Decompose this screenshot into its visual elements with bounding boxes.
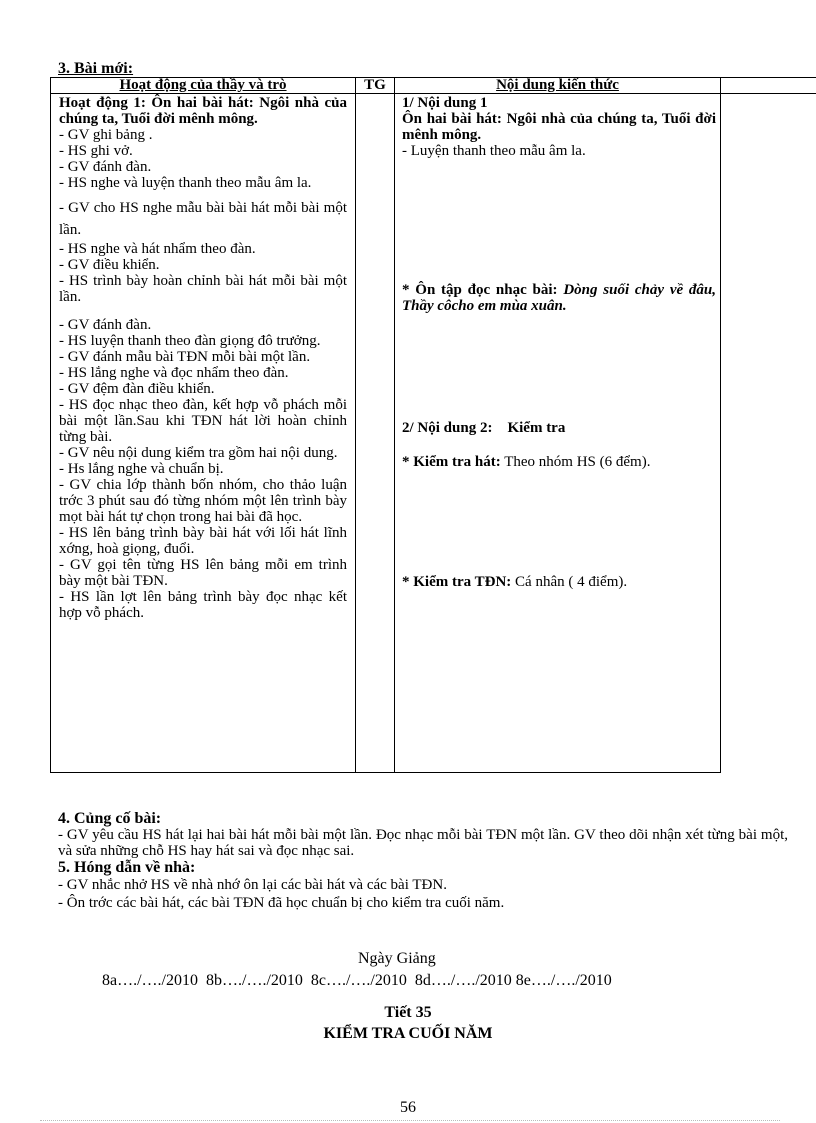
activity-line: - HS trình bày hoàn chỉnh bài hát mỗi bài một lần. bbox=[59, 273, 347, 305]
activity-line: - Hs lắng nghe và chuẩn bị. bbox=[59, 461, 224, 477]
section-5-line: - GV nhắc nhở HS về nhà nhớ ôn lại các bài hát và các bài TĐN. bbox=[58, 877, 447, 893]
section-4-title: 4. Củng cố bài: bbox=[58, 810, 162, 827]
table-bottom-border bbox=[50, 772, 720, 773]
activity-line: - HS đọc nhạc theo đàn, kết hợp vỗ phách mỗi bài một lần.Sau khi TĐN hát lời hoàn chỉnh từng bài. bbox=[59, 397, 347, 445]
activity-line: - HS nghe và luyện thanh theo mẫu âm la. bbox=[59, 175, 312, 191]
check-sing-label: * Kiểm tra hát: bbox=[402, 454, 501, 470]
activity-line: - HS lắng nghe và đọc nhẩm theo đàn. bbox=[59, 365, 289, 381]
nd2-heading: 2/ Nội dung 2: bbox=[402, 420, 493, 436]
check-sing-text: Theo nhóm HS (6 đểm). bbox=[504, 454, 651, 470]
content-block-1 bbox=[402, 95, 716, 159]
content-block-review bbox=[402, 282, 716, 314]
activity-line: - GV đệm đàn điều khiển. bbox=[59, 381, 215, 397]
check-tdn-text: Cá nhân ( 4 điểm). bbox=[515, 574, 628, 590]
activity-line: - GV chia lớp thành bốn nhóm, cho thảo luận trớc 3 phút sau đó từng nhóm một lên trình bày mọt bài hát tự chọn trong hai bài đã học. bbox=[59, 477, 347, 525]
col-divider-2 bbox=[394, 77, 395, 773]
content-block-check-sing bbox=[402, 454, 716, 470]
section-5-line: - Ôn trớc các bài hát, các bài TĐN đã học chuẩn bị cho kiểm tra cuối năm. bbox=[58, 895, 505, 911]
review-label: * Ôn tập đọc nhạc bài: bbox=[402, 282, 558, 298]
section-3-title: 3. Bài mới: bbox=[58, 60, 134, 77]
activity-line: - GV cho HS nghe mẫu bài bài hát mỗi bài một lần. bbox=[59, 200, 347, 238]
activity-line: - HS lên bảng trình bày bài hát với lối hát lĩnh xớng, hoà giọng, đuổi. bbox=[59, 525, 347, 557]
activity-line: - HS ghi vở. bbox=[59, 143, 133, 159]
nd2-title: Kiểm tra bbox=[507, 420, 566, 436]
header-activities-label: Hoạt động của thầy và trò bbox=[119, 77, 287, 93]
col-divider-3 bbox=[720, 77, 721, 773]
footer-rule bbox=[40, 1120, 780, 1121]
ngay-giang-label: Ngày Giảng bbox=[358, 950, 436, 967]
activity-line: - GV đánh mẫu bài TĐN mỗi bài một lần. bbox=[59, 349, 311, 365]
review-songs: Dòng suối chảy về đâu, Thầy côcho em mùa xuân. bbox=[402, 282, 716, 314]
header-content-label: Nội dung kiến thức bbox=[496, 77, 619, 93]
activity-line: - GV đánh đàn. bbox=[59, 317, 152, 333]
activity-line: - HS lần lợt lên bảng trình bày đọc nhạc kết hợp vỗ phách. bbox=[59, 589, 347, 621]
nd1-title: Ôn hai bài hát: Ngôi nhà của chúng ta, Tuổi đời mênh mông. bbox=[402, 111, 716, 143]
nd1-heading: 1/ Nội dung 1 bbox=[402, 95, 488, 111]
nd1-text: - Luyện thanh theo mẫu âm la. bbox=[402, 143, 586, 159]
activity-line: - HS nghe và hát nhẩm theo đàn. bbox=[59, 241, 256, 257]
teaching-dates: 8a…./…./2010 8b…./…./2010 8c…./…./2010 8d…./…./2010 8e…./…./2010 bbox=[102, 972, 612, 989]
activity-line: - GV đánh đàn. bbox=[59, 159, 152, 175]
activity-line: - GV gọi tên từng HS lên bảng mỗi em trình bày một bài TĐN. bbox=[59, 557, 347, 589]
content-block-check-tdn bbox=[402, 574, 716, 590]
activity-title: Hoạt động 1: Ôn hai bài hát: Ngôi nhà của chúng ta, Tuổi đời mênh mông. bbox=[59, 95, 347, 127]
lesson-number: Tiết 35 bbox=[384, 1004, 432, 1021]
activities-column bbox=[59, 95, 347, 621]
activity-line: - GV nêu nội dung kiểm tra gồm hai nội dung. bbox=[59, 445, 338, 461]
header-time: TG bbox=[364, 77, 386, 93]
check-tdn-label: * Kiểm tra TĐN: bbox=[402, 574, 512, 590]
table-header-border bbox=[50, 93, 816, 94]
header-activities bbox=[51, 77, 355, 93]
activity-line: - GV điều khiển. bbox=[59, 257, 160, 273]
lesson-title: KIỂM TRA CUỐI NĂM bbox=[323, 1025, 493, 1042]
section-4-text: - GV yêu cầu HS hát lại hai bài hát mỗi bài một lần. Đọc nhạc mỗi bài TĐN một lần. GV theo dõi nhận xét từng bài một, và sửa những chỗ HS hay hát sai và đọc nhạc sai. bbox=[58, 827, 788, 859]
activity-line: - GV ghi bảng . bbox=[59, 127, 153, 143]
table-left-border bbox=[50, 77, 51, 773]
section-5-title: 5. Hóng dẫn về nhà: bbox=[58, 859, 196, 876]
activity-line: - HS luyện thanh theo đàn giọng đô trưởng. bbox=[59, 333, 321, 349]
header-content bbox=[395, 77, 720, 93]
page-number: 56 bbox=[400, 1099, 416, 1116]
col-divider-1 bbox=[355, 77, 356, 773]
content-block-2 bbox=[402, 420, 716, 436]
lesson-table bbox=[50, 77, 816, 773]
